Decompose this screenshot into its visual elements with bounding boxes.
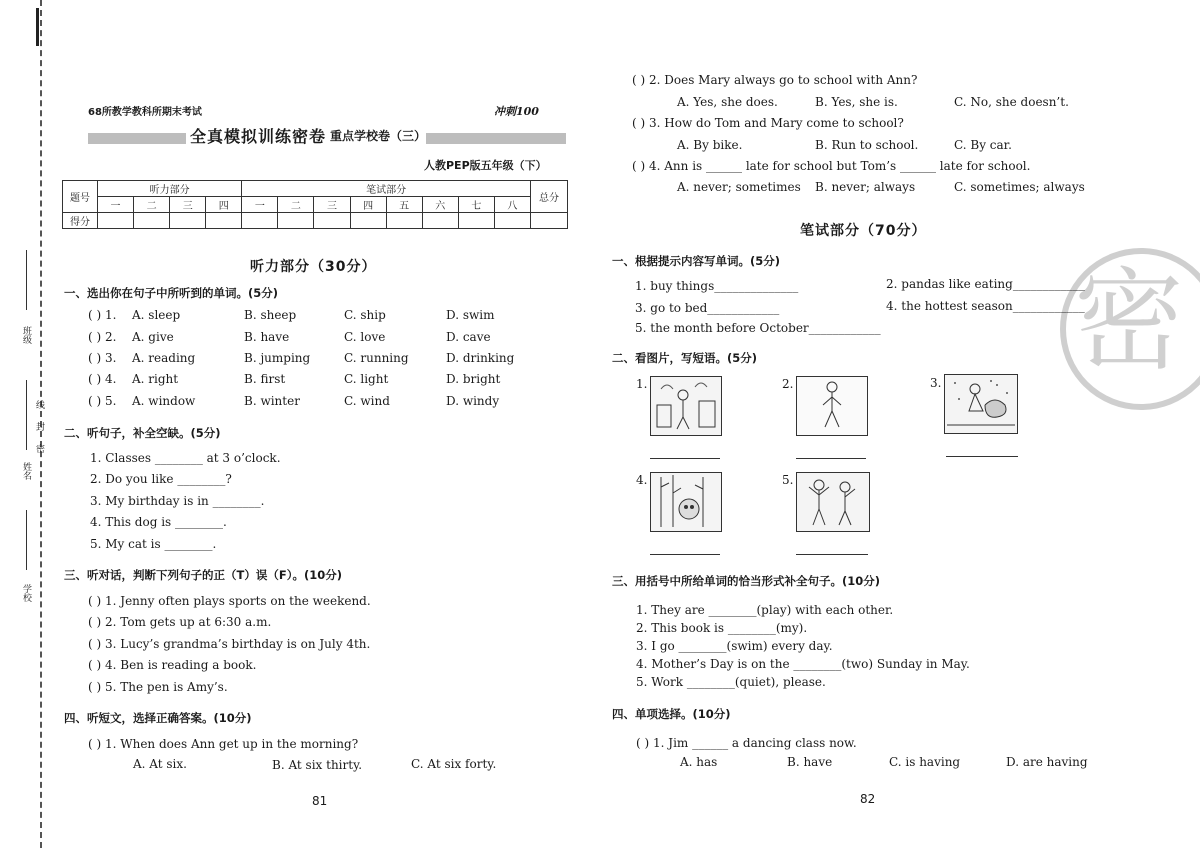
option: A. give: [132, 330, 174, 344]
writing-section-1-title: 一、根据提示内容写单词。(5分): [612, 254, 781, 268]
row-label-number: 题号: [63, 181, 98, 213]
s3-item[interactable]: ( ) 1. Jenny often plays sports on the weekend.: [88, 594, 371, 608]
w3-item[interactable]: 3. I go ________(swim) every day.: [636, 639, 833, 653]
option: C. love: [344, 330, 386, 344]
picture-walking: [796, 376, 868, 436]
score-cell[interactable]: [494, 213, 530, 229]
option: A. Yes, she does.: [677, 95, 778, 109]
binding-label-xian: 线: [34, 400, 44, 409]
answer-blank[interactable]: ( ) 5.: [88, 394, 117, 408]
binding-label-class: 班级: [21, 326, 31, 344]
section-3-title: 三、听对话，判断下列句子的正（T）误（F）。(10分): [64, 568, 342, 582]
option: B. have: [787, 755, 833, 769]
w3-item[interactable]: 1. They are ________(play) with each other.: [636, 603, 894, 617]
row-label-score: 得分: [63, 213, 98, 229]
answer-blank[interactable]: ( ) 1.: [88, 308, 117, 322]
option: A. right: [132, 372, 179, 386]
picture-number: 5.: [782, 473, 794, 487]
right-page: [600, 0, 1200, 848]
option: B. winter: [244, 394, 300, 408]
s4-question-1[interactable]: ( ) 1. When does Ann get up in the morning?: [88, 737, 359, 751]
option: B. have: [244, 330, 290, 344]
s3-item[interactable]: ( ) 3. Lucy’s grandma’s birthday is on July 4th.: [88, 637, 371, 651]
section-4-title: 四、听短文，选择正确答案。(10分): [64, 711, 252, 725]
s2-item[interactable]: 5. My cat is ________.: [90, 537, 217, 551]
score-cell[interactable]: [314, 213, 350, 229]
option: A. sleep: [132, 308, 181, 322]
binding-strip: [36, 8, 39, 46]
brand-logo: 冲刺100: [494, 105, 539, 118]
option: B. Yes, she is.: [815, 95, 898, 109]
option: B. never; always: [815, 180, 916, 194]
writing-section-2-title: 二、看图片，写短语。(5分): [612, 351, 758, 365]
walking-boy-icon: [797, 377, 867, 435]
score-cell[interactable]: [458, 213, 494, 229]
picture-number: 3.: [930, 376, 942, 390]
answer-line[interactable]: [796, 554, 868, 555]
binding-blank: [26, 380, 27, 450]
option: A. has: [680, 755, 718, 769]
s4-question-3[interactable]: ( ) 3. How do Tom and Mary come to school?: [632, 116, 904, 130]
col-header: 一: [242, 197, 278, 213]
col-header: 二: [134, 197, 170, 213]
s2-item[interactable]: 1. Classes ________ at 3 o’clock.: [90, 451, 281, 465]
w1-item[interactable]: 3. go to bed____________: [635, 301, 780, 315]
seal-char: 密: [1074, 257, 1184, 385]
s1-row-2: [88, 330, 568, 346]
section-1-title: 一、选出你在句子中所听到的单词。(5分): [64, 286, 279, 300]
s2-item[interactable]: 2. Do you like ________?: [90, 472, 232, 486]
col-header: 七: [458, 197, 494, 213]
writing-part-title: 笔试部分（70分）: [800, 223, 927, 239]
option: A. At six.: [133, 757, 187, 771]
col-header: 三: [170, 197, 206, 213]
col-header: 五: [386, 197, 422, 213]
writing-header: 笔试部分: [242, 181, 531, 197]
picture-number: 2.: [782, 377, 794, 391]
seal-stamp: [1060, 248, 1200, 410]
paper-title-tag: 重点学校卷（三）: [330, 129, 427, 143]
score-cell[interactable]: [206, 213, 242, 229]
binding-label-school: 学校: [21, 584, 31, 602]
option: C. No, she doesn’t.: [954, 95, 1069, 109]
col-header: 三: [314, 197, 350, 213]
total-header: 总分: [531, 181, 568, 213]
picture-bamboo: [650, 472, 722, 532]
answer-line[interactable]: [650, 458, 720, 459]
shopping-scene-icon: [651, 377, 721, 435]
option: C. sometimes; always: [954, 180, 1085, 194]
s2-item[interactable]: 3. My birthday is in ________.: [90, 494, 265, 508]
section-2-title: 二、听句子，补全空缺。(5分): [64, 426, 221, 440]
w3-item[interactable]: 5. Work ________(quiet), please.: [636, 675, 826, 689]
s3-item[interactable]: ( ) 2. Tom gets up at 6:30 a.m.: [88, 615, 272, 629]
s1-row-1: [88, 308, 568, 324]
panda-bamboo-icon: [651, 473, 721, 531]
w1-item[interactable]: 5. the month before October____________: [635, 321, 881, 335]
page-number: 81: [312, 794, 328, 808]
picture-shopping: [650, 376, 722, 436]
score-cell[interactable]: [242, 213, 278, 229]
score-cell[interactable]: [170, 213, 206, 229]
picture-playing: [796, 472, 870, 532]
children-playing-icon: [797, 473, 869, 531]
option: D. are having: [1006, 755, 1088, 769]
answer-line[interactable]: [946, 456, 1018, 457]
option: A. never; sometimes: [677, 180, 801, 194]
s4-question-4[interactable]: ( ) 4. Ann is ______ late for school but Tom’s ______ late for school.: [632, 159, 1031, 173]
binding-blank: [26, 510, 27, 570]
option: A. By bike.: [677, 138, 743, 152]
option: B. sheep: [244, 308, 297, 322]
option: C. ship: [344, 308, 386, 322]
col-header: 八: [494, 197, 530, 213]
answer-blank[interactable]: ( ) 4.: [88, 372, 117, 386]
s3-item[interactable]: ( ) 4. Ben is reading a book.: [88, 658, 257, 672]
option: D. bright: [446, 372, 501, 386]
option: B. first: [244, 372, 286, 386]
score-cell[interactable]: [350, 213, 386, 229]
w1-item[interactable]: 4. the hottest season____________: [886, 299, 1085, 313]
option: D. swim: [446, 308, 495, 322]
option: D. cave: [446, 330, 491, 344]
score-cell[interactable]: [386, 213, 422, 229]
option: A. window: [132, 394, 196, 408]
w1-item[interactable]: 2. pandas like eating____________: [886, 277, 1085, 291]
s1-row-4: [88, 372, 568, 388]
w3-item[interactable]: 2. This book is ________(my).: [636, 621, 808, 635]
writing-section-4-title: 四、单项选择。(10分): [612, 707, 731, 721]
answer-blank[interactable]: ( ) 2.: [88, 330, 117, 344]
binding-blank: [26, 250, 27, 310]
binding-label-mi: 密: [34, 444, 44, 453]
col-header: 一: [98, 197, 134, 213]
option: C. wind: [344, 394, 390, 408]
binding-label-name: 姓名: [21, 462, 31, 480]
option: C. is having: [889, 755, 961, 769]
s4-question-2[interactable]: ( ) 2. Does Mary always go to school with Ann?: [632, 73, 918, 87]
col-header: 六: [422, 197, 458, 213]
answer-line[interactable]: [796, 458, 866, 459]
option: D. drinking: [446, 351, 515, 365]
picture-number: 1.: [636, 377, 648, 391]
edition: 人教PEP版五年级（下）: [424, 159, 547, 172]
w3-item[interactable]: 4. Mother’s Day is on the ________(two) Sunday in May.: [636, 657, 970, 671]
option: C. running: [344, 351, 409, 365]
option: C. light: [344, 372, 389, 386]
paper-title: 全真模拟训练密卷: [186, 124, 330, 147]
s2-item[interactable]: 4. This dog is ________.: [90, 515, 227, 529]
option: D. windy: [446, 394, 500, 408]
option: A. reading: [132, 351, 196, 365]
col-header: 二: [278, 197, 314, 213]
score-table: [62, 180, 568, 229]
score-cell[interactable]: [134, 213, 170, 229]
snow-scene-icon: [945, 375, 1017, 433]
col-header: 四: [206, 197, 242, 213]
listening-header: 听力部分: [98, 181, 242, 197]
option: B. At six thirty.: [272, 758, 363, 772]
listening-part-title: 听力部分（30分）: [250, 259, 377, 275]
page-number: 82: [860, 792, 876, 806]
s1-row-3: [88, 351, 568, 367]
option: C. By car.: [954, 138, 1012, 152]
col-header: 四: [350, 197, 386, 213]
w4-question-1[interactable]: ( ) 1. Jim ______ a dancing class now.: [636, 736, 857, 750]
option: B. jumping: [244, 351, 311, 365]
w1-item[interactable]: 1. buy things______________: [635, 279, 799, 293]
score-cell[interactable]: [531, 213, 568, 229]
score-cell[interactable]: [98, 213, 134, 229]
s1-row-5: [88, 394, 568, 410]
option: C. At six forty.: [411, 757, 497, 771]
binding-label-feng: 封: [34, 422, 44, 431]
picture-snow: [944, 374, 1018, 434]
writing-section-3-title: 三、用括号中所给单词的恰当形式补全句子。(10分): [612, 574, 881, 588]
score-cell[interactable]: [278, 213, 314, 229]
answer-line[interactable]: [650, 554, 720, 555]
option: B. Run to school.: [815, 138, 919, 152]
picture-number: 4.: [636, 473, 648, 487]
score-cell[interactable]: [422, 213, 458, 229]
s3-item[interactable]: ( ) 5. The pen is Amy’s.: [88, 680, 228, 694]
answer-blank[interactable]: ( ) 3.: [88, 351, 117, 365]
publisher-line: 68所教学教科所期末考试: [88, 107, 202, 118]
